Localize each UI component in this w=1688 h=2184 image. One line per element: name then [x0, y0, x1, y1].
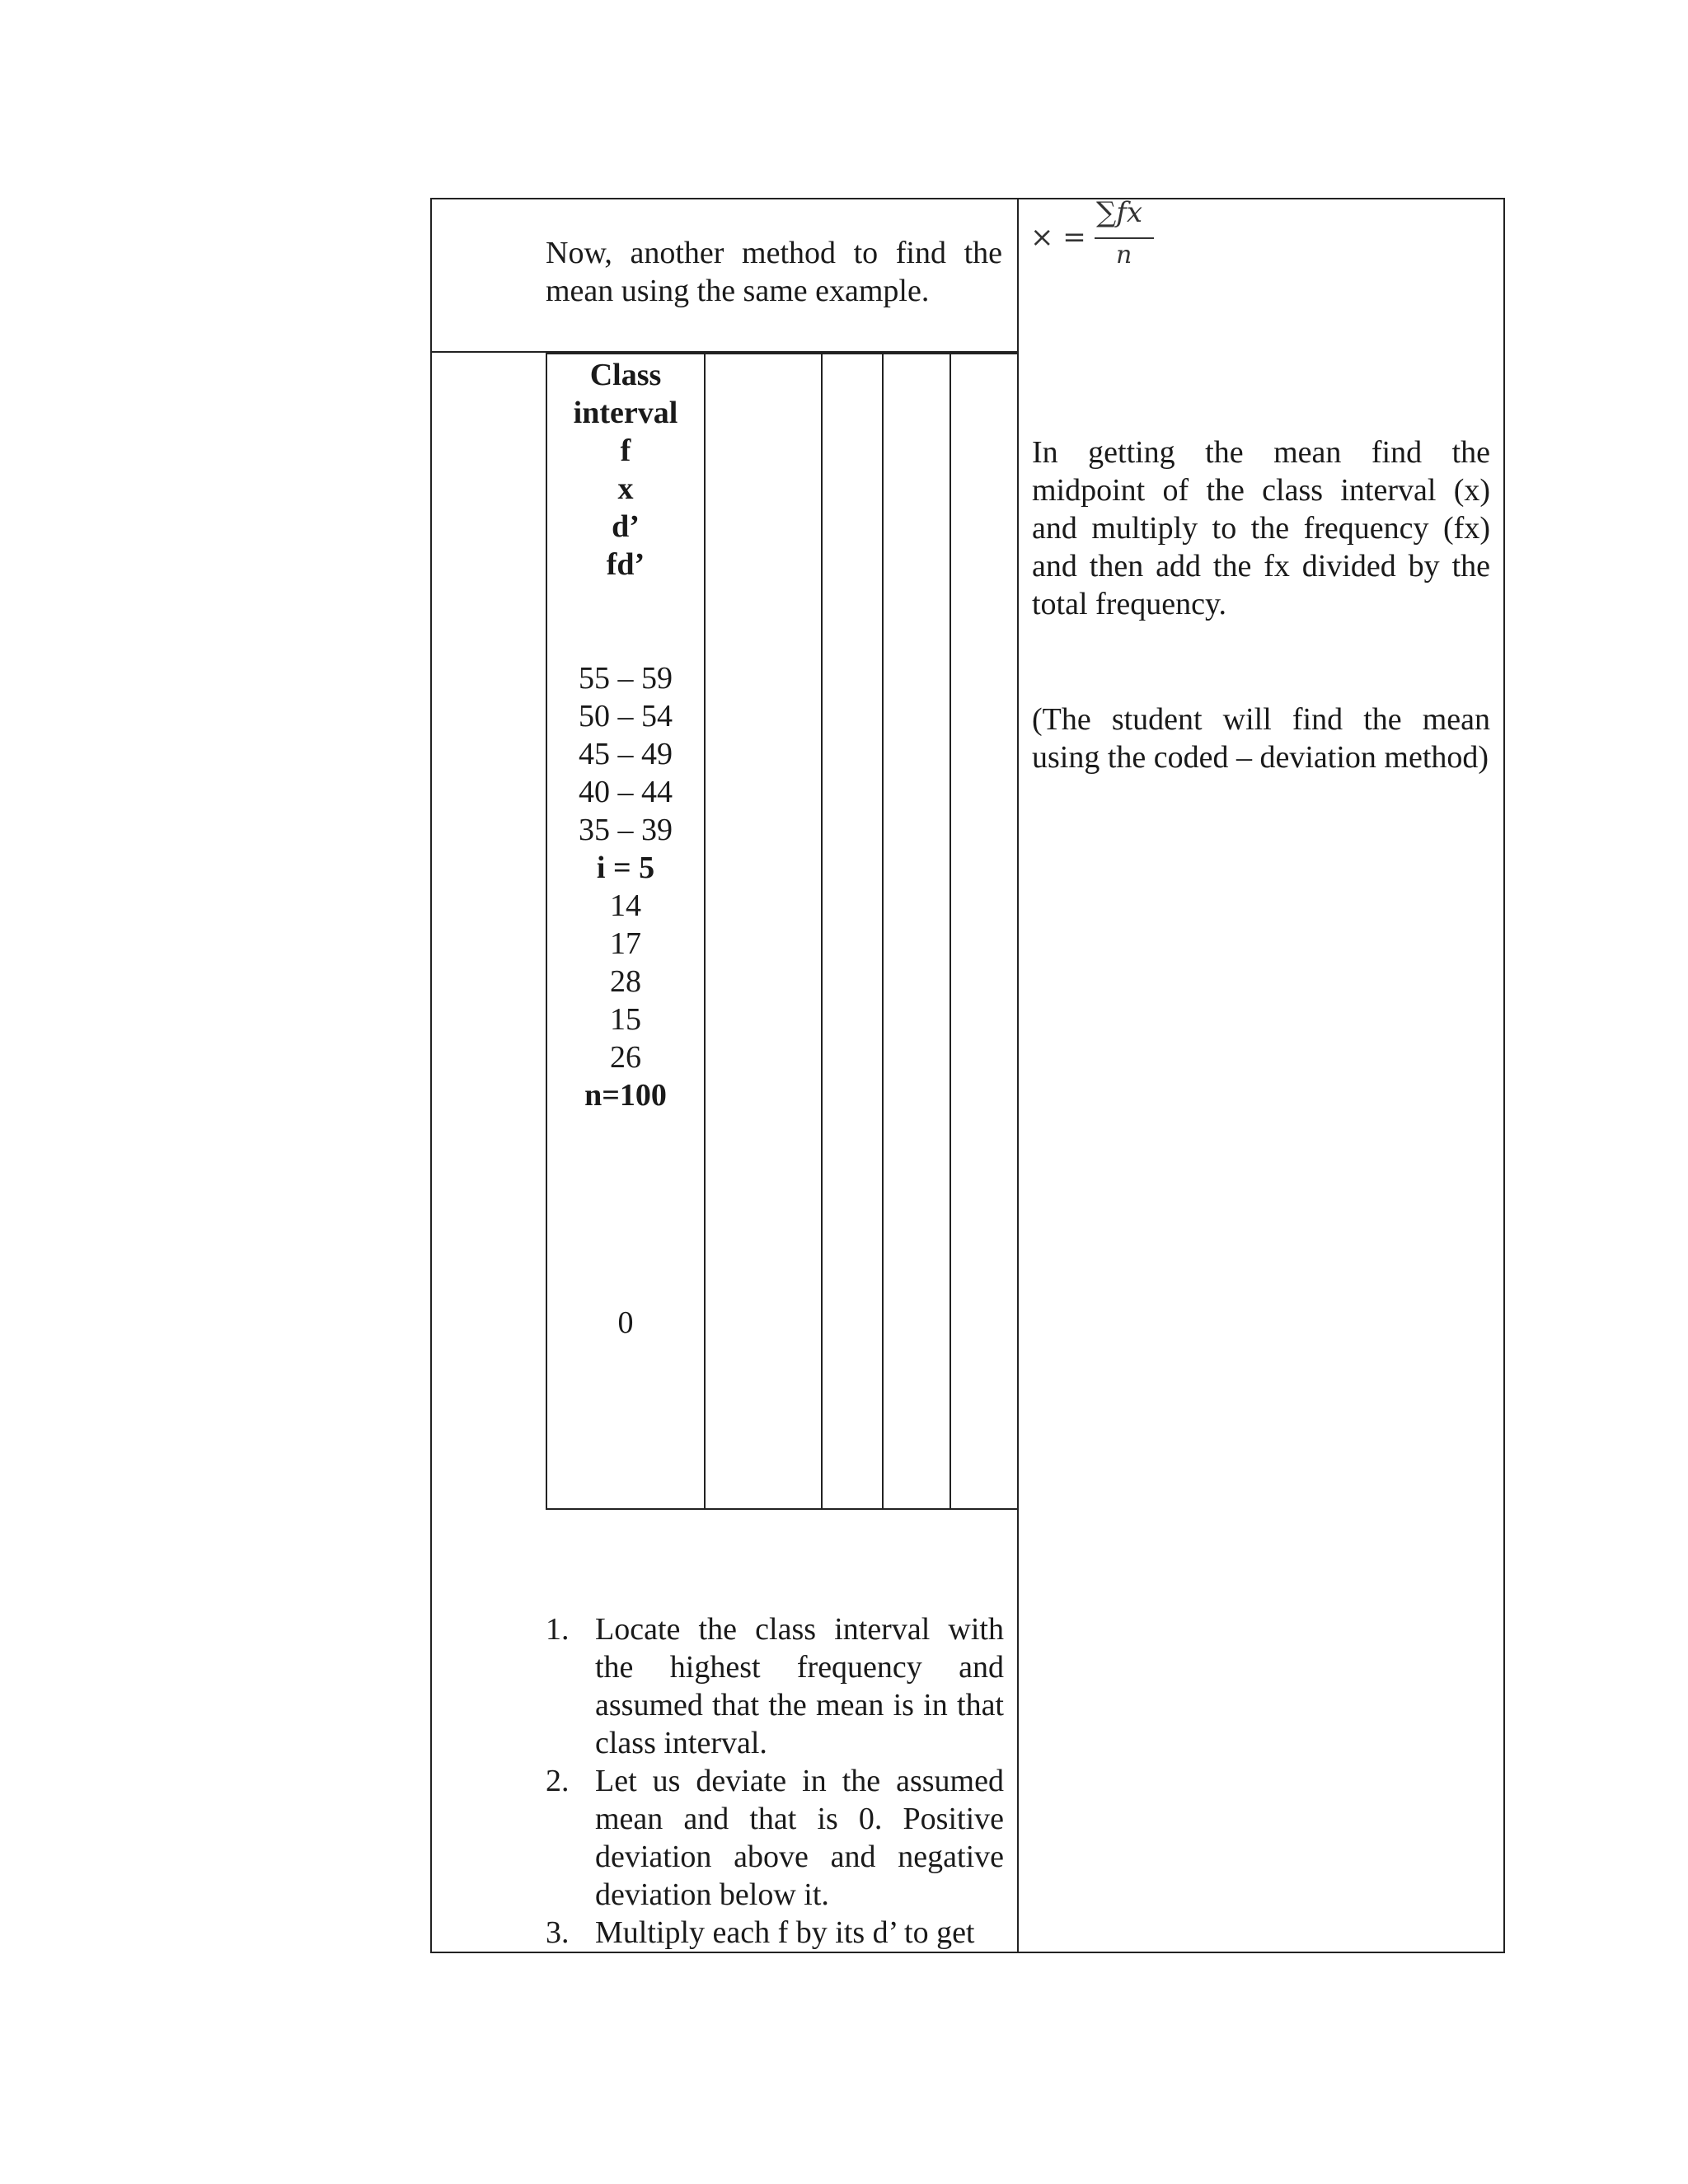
class-interval-cell: 55 – 59 [579, 661, 673, 696]
class-interval-cell: 40 – 44 [579, 775, 673, 809]
frequency-table [546, 353, 1019, 1510]
intro-line-2: mean using the same example. [546, 274, 930, 308]
table-first-column [547, 354, 704, 1342]
step-text: Let us deviate in the assumed mean and that is 0. Positive deviation above and negative deviation below it. [595, 1764, 1004, 1912]
deviation-zero-cell: 0 [617, 1305, 634, 1340]
frequency-cell: 26 [610, 1040, 641, 1075]
step-number: 2. [546, 1764, 570, 1798]
explanation-paragraph: In getting the mean find the midpoint of the class interval (x) and multiply to the frequency (fx) and then add the fx divided by the total frequency. [1032, 435, 1490, 621]
header-d-prime: d’ [612, 509, 640, 544]
intro-paragraph [546, 234, 1002, 310]
table-column-line-3 [882, 354, 884, 1508]
frequency-cell: 14 [610, 888, 641, 923]
table-column-line-4 [950, 354, 951, 1508]
header-interval: interval [573, 396, 678, 430]
formula-fraction-bar [1095, 237, 1154, 239]
steps-list [546, 1610, 1004, 1952]
header-x: x [617, 471, 634, 506]
frequency-cell: 15 [610, 1002, 641, 1037]
intro-line-1: Now, another method to find the [546, 236, 1002, 270]
step-text: Locate the class interval with the highest frequency and assumed that the mean is in that class interval. [595, 1612, 1004, 1760]
class-interval-cell: 50 – 54 [579, 699, 673, 733]
page-bottom-margin [432, 1953, 1505, 2184]
formula-numerator: ∑fx [1096, 196, 1143, 229]
header-f: f [620, 434, 631, 468]
total-frequency-label: n=100 [584, 1078, 667, 1113]
step-number: 3. [546, 1915, 570, 1950]
mean-formula [1030, 196, 1179, 279]
table-column-line-2 [821, 354, 823, 1508]
list-item [546, 1914, 1004, 1952]
frequency-cell: 28 [610, 964, 641, 999]
list-item [546, 1762, 1004, 1914]
formula-lhs: × = [1030, 221, 1086, 254]
table-column-line-1 [704, 354, 706, 1508]
step-number: 1. [546, 1612, 570, 1647]
step-text: Multiply each f by its d’ to get [595, 1915, 975, 1950]
class-interval-cell: 35 – 39 [579, 813, 673, 847]
list-item [546, 1610, 1004, 1762]
class-interval-cell: 45 – 49 [579, 737, 673, 771]
formula-denominator: n [1116, 241, 1132, 269]
interval-width-label: i = 5 [596, 851, 655, 885]
header-class: Class [589, 358, 662, 392]
frequency-cell: 17 [610, 926, 641, 961]
column-divider-lower [1017, 1577, 1019, 1953]
header-fd-prime: fd’ [606, 547, 645, 582]
method-note: (The student will find the mean using the coded – deviation method) [1032, 702, 1490, 775]
